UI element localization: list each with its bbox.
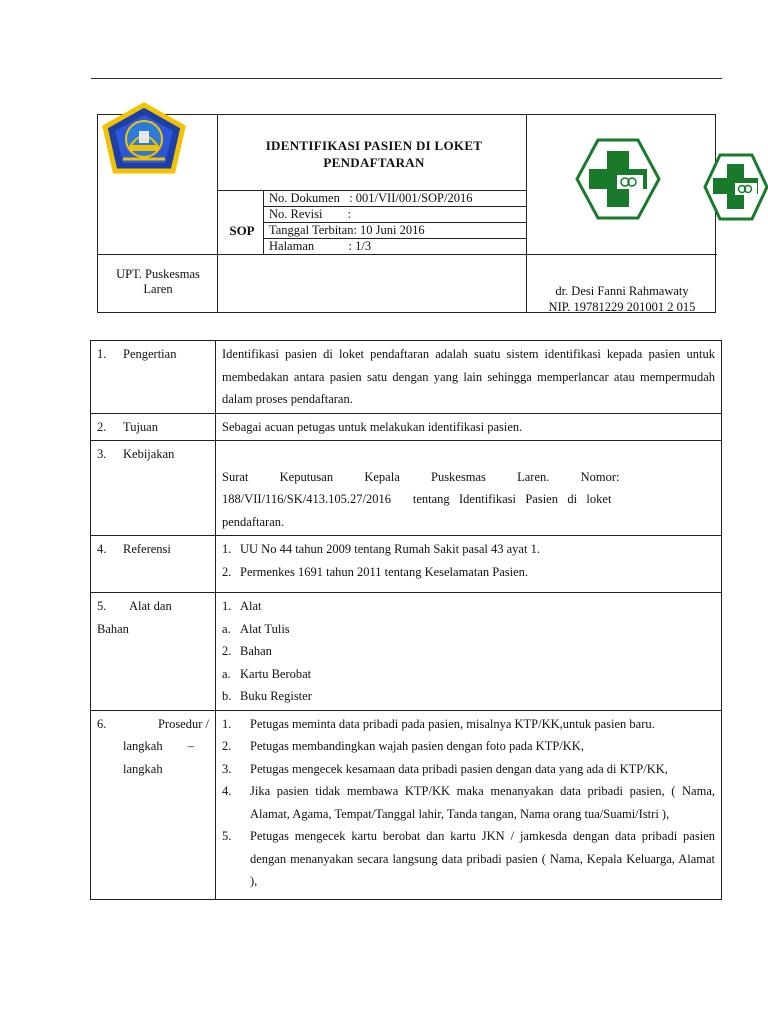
table-row xyxy=(91,413,722,441)
header-divider xyxy=(98,254,717,255)
unit-name: UPT. Puskesmas Laren xyxy=(116,267,200,296)
section-content xyxy=(216,710,722,899)
sop-label: SOP xyxy=(229,223,255,238)
list-item: 3. Petugas mengecek kesamaan data pribadi pasien dengan data yang ada di KTP/KK, xyxy=(222,761,668,776)
signer-nip: NIP. 19781229 201001 2 015 xyxy=(548,300,696,314)
sop-header-table xyxy=(97,114,716,313)
issue-date: Tanggal Terbitan: 10 Juni 2016 xyxy=(269,223,425,237)
list-item: 2. Permenkes 1691 tahun 2011 tentang Keselamatan Pasien. xyxy=(222,564,529,579)
section-content: Surat Keputusan Kepala Puskesmas Laren. Nomor: 188/VII/116/SK/413.105.27/2016 tentang Identifikasi Pasien di loket pendaftaran. xyxy=(216,441,722,536)
section-label: 6. Prosedur / langkah – langkah xyxy=(91,710,216,899)
section-label: 3. Kebijakan xyxy=(91,441,216,536)
document-number: No. Dokumen : 001/VII/001/SOP/2016 xyxy=(269,191,473,205)
signer-block xyxy=(527,283,717,315)
page-number: Halaman : 1/3 xyxy=(269,239,372,253)
list-item: a. Alat Tulis xyxy=(222,621,290,636)
table-row xyxy=(91,536,722,593)
section-label: 4. Referensi xyxy=(91,536,216,593)
list-item: a. Kartu Berobat xyxy=(222,666,312,681)
list-item: b. Buku Register xyxy=(222,689,312,703)
revision-number: No. Revisi : xyxy=(269,207,351,221)
puskesmas-logo-icon xyxy=(574,137,662,226)
list-item: 1. Petugas meminta data pribadi pada pasien, misalnya KTP/KK,untuk pasien baru. xyxy=(222,716,655,731)
section-content xyxy=(216,536,722,593)
document-title: IDENTIFIKASI PASIEN DI LOKET PENDAFTARAN xyxy=(265,138,483,170)
puskesmas-logo-icon xyxy=(703,153,768,226)
list-item: 5. Petugas mengecek kartu berobat dan kartu JKN / jamkesda dengan data pribadi pasien dengan menanyakan secara langsung data pribadi pasien ( Nama, Kepala Keluarga, Alamat ), xyxy=(222,829,715,888)
page-top-rule xyxy=(91,78,722,79)
signer-name: dr. Desi Fanni Rahmawaty xyxy=(555,284,689,298)
table-row xyxy=(91,593,722,711)
section-label: 5. Alat dan Bahan xyxy=(91,593,216,711)
table-row xyxy=(91,341,722,414)
list-item: 4. Jika pasien tidak membawa KTP/KK maka menanyakan data pribadi pasien, ( Nama, Alamat, Agama, Tempat/Tanggal lahir, Tanda tangan, Nama orang tua/Suami/Istri ), xyxy=(222,784,715,821)
table-row xyxy=(91,710,722,899)
list-item: 1. UU No 44 tahun 2009 tentang Rumah Sakit pasal 43 ayat 1. xyxy=(222,542,540,556)
section-content xyxy=(216,593,722,711)
list-item: 1. Alat xyxy=(222,599,262,613)
regional-emblem-logo xyxy=(101,101,187,192)
section-content: Sebagai acuan petugas untuk melakukan identifikasi pasien. xyxy=(216,413,722,441)
section-label: 1. Pengertian xyxy=(91,341,216,414)
list-item: 2. Petugas membandingkan wajah pasien dengan foto pada KTP/KK, xyxy=(222,739,584,753)
list-item: 2. Bahan xyxy=(222,644,272,658)
table-row xyxy=(91,441,722,536)
sop-content-table xyxy=(90,340,722,900)
section-label: 2. Tujuan xyxy=(91,413,216,441)
section-content: Identifikasi pasien di loket pendaftaran adalah suatu sistem identifikasi kepada pasien untuk membedakan antara pasien satu dengan yang lain sehingga memperlancar atau mempermudah dalam proses pendaftaran. xyxy=(216,341,722,414)
